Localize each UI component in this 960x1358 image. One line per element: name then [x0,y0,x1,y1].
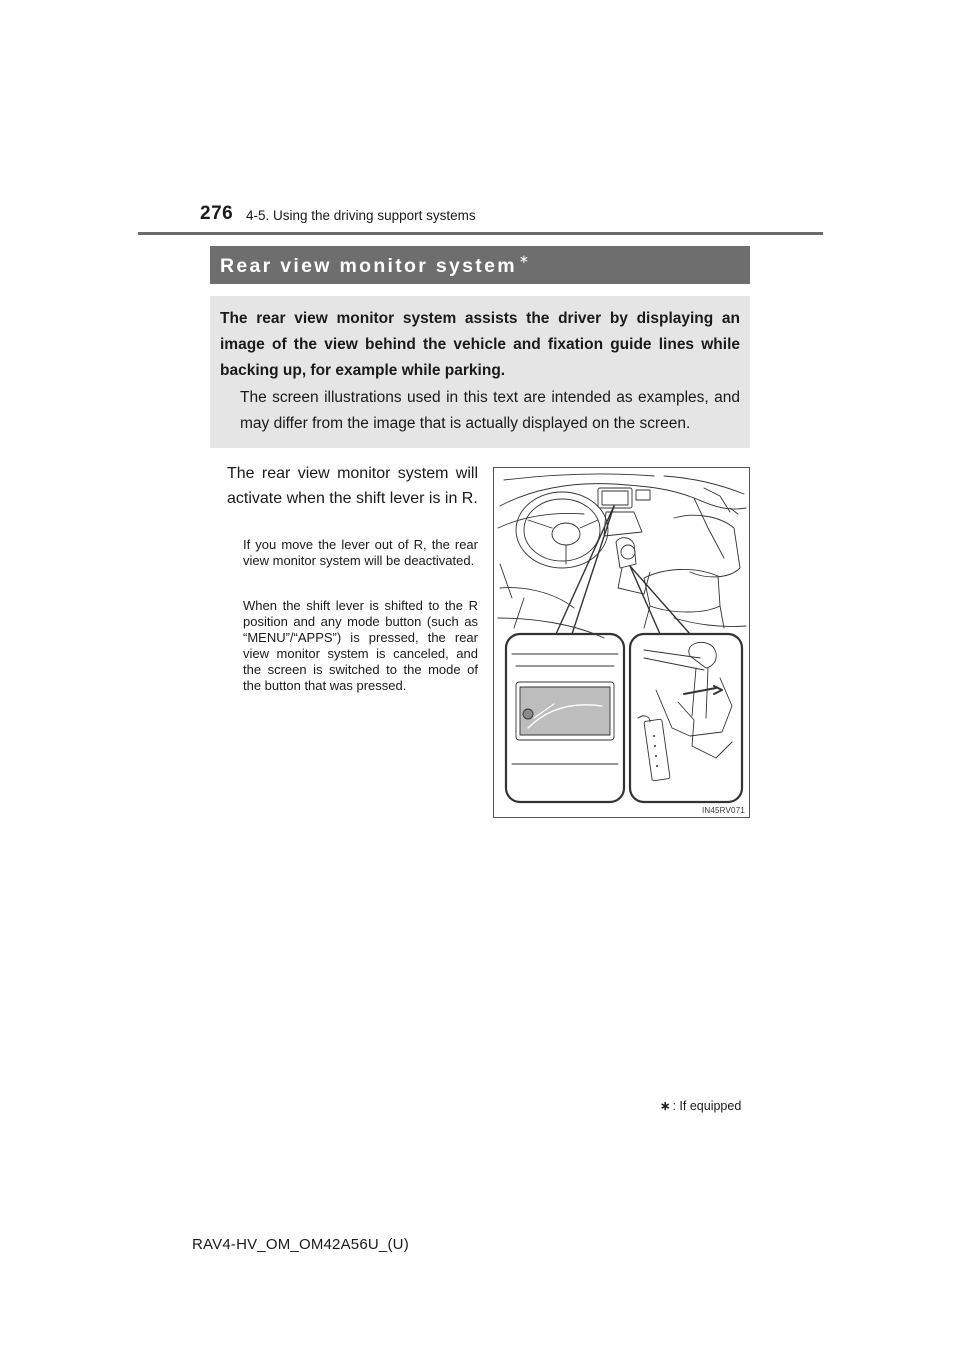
interior-illustration [493,467,750,818]
section-title: Rear view monitor system [220,255,517,277]
footnote-text: : If equipped [672,1099,742,1113]
footnote [660,1098,741,1113]
footnote-marker: ∗ [660,1099,671,1113]
figure-code: IN45RV071 [701,806,745,815]
section-title-bar [210,246,750,284]
intro-summary: The rear view monitor system assists the driver by displaying an image of the view behind the vehicle and fixation guide lines while backing up, for example while parking. [220,310,740,379]
intro-illustration-note: The screen illustrations used in this text are intended as examples, and may differ from the image that is actually displayed on the screen. [240,389,740,432]
activation-text: The rear view monitor system will activate when the shift lever is in R. [227,465,478,507]
document-code: RAV4-HV_OM_OM42A56U_(U) [192,1236,409,1253]
section-label: 4-5. Using the driving support systems [246,208,476,223]
mode-button-note: When the shift lever is shifted to the R position and any mode button (such as “MENU”/“APPS”) is pressed, the rear view monitor system is canceled, and the screen is switched to the mode of the button that was pressed. [243,598,478,693]
header-rule [138,232,823,235]
interior-drawing [494,468,749,817]
intro-box [210,296,750,448]
page-number: 276 [200,203,234,224]
if-equipped-marker: ∗ [518,252,529,266]
deactivation-note: If you move the lever out of R, the rear view monitor system will be deactivated. [243,537,478,568]
